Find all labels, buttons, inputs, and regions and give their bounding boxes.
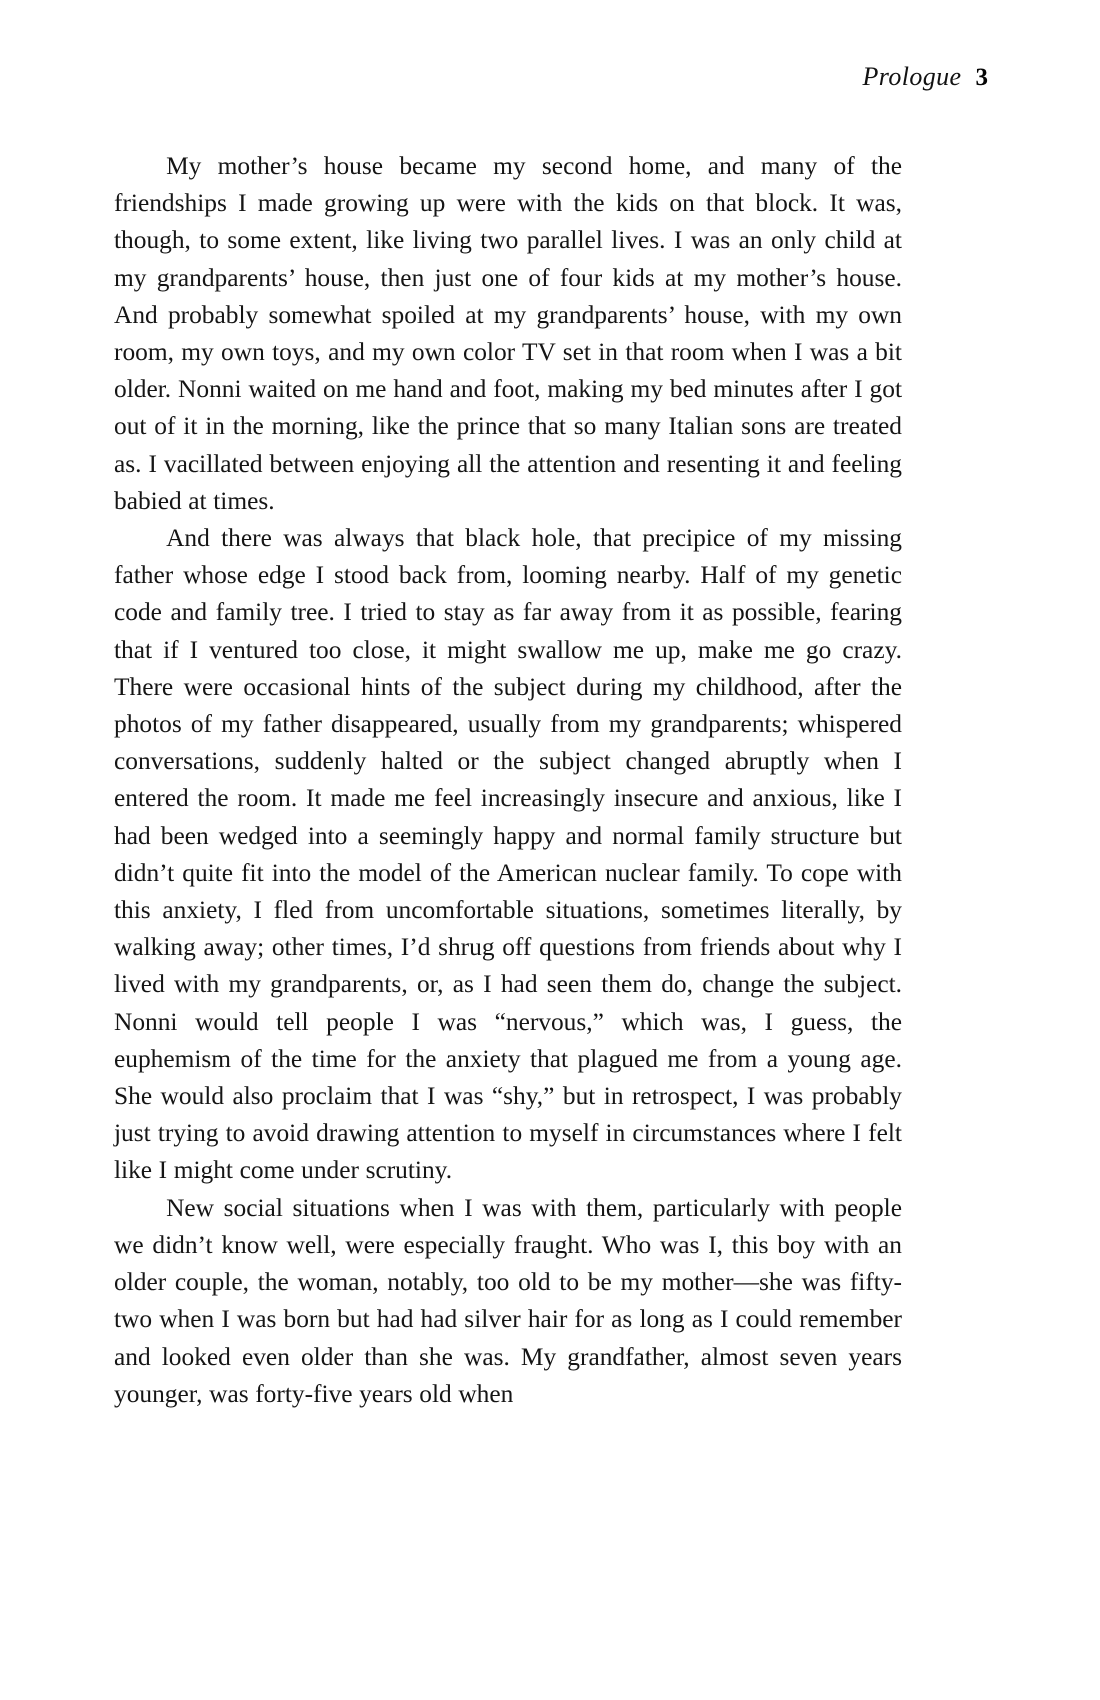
running-head-title: Prologue xyxy=(862,62,962,91)
page-number: 3 xyxy=(975,64,988,91)
running-head xyxy=(863,62,989,92)
paragraph: And there was always that black hole, that precipice of my missing father whose edge I stood back from, looming nearby. Half of my genetic code and family tree. I tried to stay as far away from it as possible, fearing that if I ventured too close, it might swallow me up, make me go crazy. There were occasional hints of the subject during my childhood, after the photos of my father disappeared, usually from my grandparents; whispered conversations, suddenly halted or the subject changed abruptly when I entered the room. It made me feel increasingly insecure and anxious, like I had been wedged into a seemingly happy and normal family structure but didn’t quite fit into the model of the American nuclear family. To cope with this anxiety, I fled from uncomfortable situations, sometimes literally, by walking away; other times, I’d shrug off questions from friends about why I lived with my grandparents, or, as I had seen them do, change the subject. Nonni would tell people I was “nervous,” which was, I guess, the euphemism of the time for the anxiety that plagued me from a young age. She would also proclaim that I was “shy,” but in retrospect, I was probably just trying to avoid drawing attention to myself in circumstances where I felt like I might come under scrutiny. xyxy=(114,524,902,1185)
body-text xyxy=(114,148,902,1413)
paragraph: My mother’s house became my second home, and many of the friendships I made growing up were with the kids on that block. It was, though, to some extent, like living two parallel lives. I was an only child at my grandparents’ house, then just one of four kids at my mother’s house. And probably somewhat spoiled at my grandparents’ house, with my own room, my own toys, and my own color TV set in that room when I was a bit older. Nonni waited on me hand and foot, making my bed minutes after I got out of it in the morning, like the prince that so many Italian sons are treated as. I vacillated between enjoying all the attention and resenting it and feeling babied at times. xyxy=(114,152,902,515)
paragraph: New social situations when I was with them, particularly with people we didn’t know well, were especially fraught. Who was I, this boy with an older couple, the woman, notably, too old to be my mother—she was fifty-two when I was born but had had silver hair for as long as I could remember and looked even older than she was. My grandfather, almost seven years younger, was forty-five years old when xyxy=(114,1193,902,1408)
